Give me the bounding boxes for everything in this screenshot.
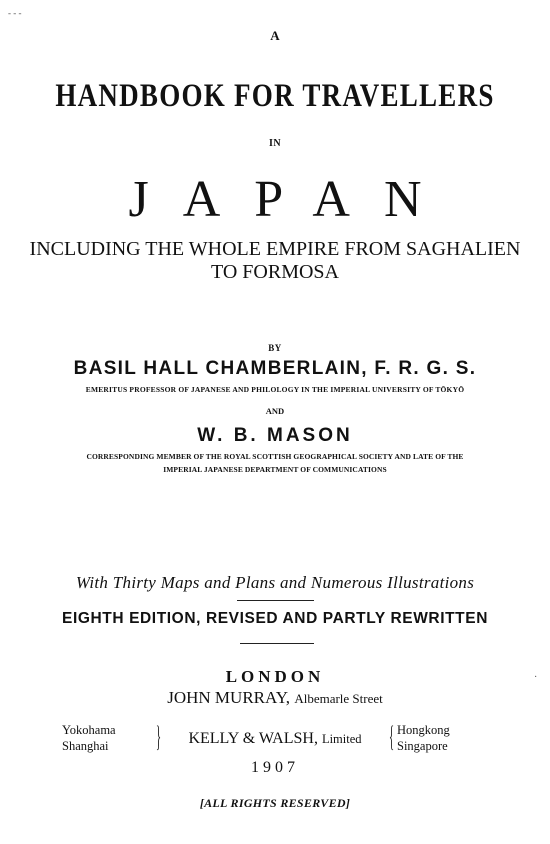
scan-mark-side: · [534, 672, 538, 683]
agent-city: Hongkong [397, 723, 450, 737]
divider-rule [240, 643, 314, 644]
author-1-title: EMERITUS PROFESSOR OF JAPANESE AND PHILOLOGY IN THE IMPERIAL UNIVERSITY OF TŌKYŌ [85, 385, 465, 394]
scan-mark-top: - - - [8, 8, 22, 18]
agent-city: Yokohama [62, 723, 116, 737]
agent-city: Shanghai [62, 739, 109, 753]
book-title: HANDBOOK FOR TRAVELLERS [55, 78, 495, 114]
agents-right [389, 720, 450, 754]
illustrations-note: With Thirty Maps and Plans and Numerous Illustrations [75, 573, 475, 592]
agents-row [0, 722, 550, 758]
agent-suffix: Limited [321, 732, 362, 746]
brace-left: } [156, 720, 162, 753]
agents-center [0, 730, 550, 748]
edition-statement: EIGHTH EDITION, REVISED AND PARTLY REWRITTEN [62, 610, 488, 627]
author-2-title-line-2: IMPERIAL JAPANESE DEPARTMENT OF COMMUNICATIONS [163, 465, 387, 474]
agent-city: Singapore [397, 739, 448, 753]
author-1-name: BASIL HALL CHAMBERLAIN, F. R. G. S. [73, 358, 477, 379]
subtitle-line-2: TO FORMOSA [211, 261, 339, 283]
imprint-city: LONDON [225, 667, 325, 686]
subtitle-line-1: INCLUDING THE WHOLE EMPIRE FROM SAGHALIEN [29, 238, 521, 260]
publisher-line [0, 688, 550, 708]
author-2-name: W. B. MASON [197, 425, 353, 446]
rights-statement: [ALL RIGHTS RESERVED] [199, 796, 351, 810]
author-2-title-line-1: CORRESPONDING MEMBER OF THE ROYAL SCOTTISH GEOGRAPHICAL SOCIETY AND LATE OF THE [86, 452, 464, 461]
title-article: A [270, 28, 280, 43]
publisher-street: Albemarle Street [294, 691, 383, 706]
agent-name: KELLY & WALSH, [188, 730, 318, 747]
title-in: IN [268, 138, 282, 149]
by-label: BY [268, 343, 282, 353]
title-country: JAPAN [128, 171, 456, 228]
publisher-name: JOHN MURRAY, [167, 688, 291, 707]
brace-right: { [389, 720, 395, 753]
and-label: AND [265, 406, 285, 416]
divider-rule [237, 600, 314, 601]
publication-year: 1907 [251, 759, 299, 776]
